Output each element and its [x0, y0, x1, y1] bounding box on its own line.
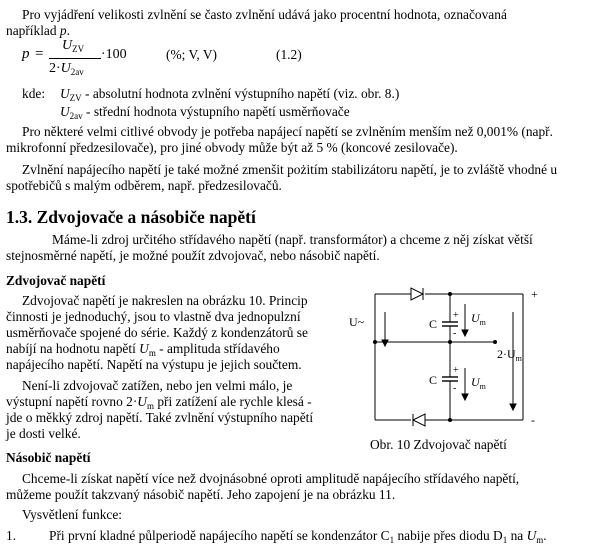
- fraction-bar: [49, 58, 101, 59]
- label-u-in: U~: [349, 315, 365, 329]
- intro-line-1: Pro vyjádření velikosti zvlnění se často zvlnění udává jako procentní hodnota, označovaná: [22, 7, 507, 22]
- capacitor-top: [442, 322, 458, 326]
- diode-bottom: [413, 414, 425, 426]
- intro-line-2: například p.: [6, 23, 70, 38]
- sensitive-line-1: Pro některé velmi citlivé obvody je potřeba napájecí napětí se zvlněním menším než 0,001% (např.: [22, 124, 553, 139]
- diode-top: [411, 288, 423, 300]
- section-line-2: stejnosměrné napětí, je možné použít zdvojovač, nebo násobič napětí.: [6, 248, 380, 263]
- capacitor-bottom: [442, 377, 458, 381]
- doubler-p2-line-2: výstupní napětí rovno $2\cdot U_m$ při zatížení ale rychle klesá -: [6, 394, 312, 411]
- arrow-u-in: [382, 312, 388, 346]
- section-heading: 1.3. Zdvojovače a násobiče napětí: [6, 207, 256, 227]
- label-output: $2\cdot U_m$: [497, 347, 522, 363]
- label-c-bottom: C: [429, 373, 438, 387]
- label-um-top: $U_m$: [471, 311, 486, 327]
- arrow-um-bottom: [462, 368, 468, 400]
- stabilizer-line-1: Zvlnění napájecího napětí je také možné zmenšit pożitím stabilizátoru napětí, je to zvláště vhodné u: [22, 162, 558, 177]
- arrow-um-top: [462, 304, 468, 336]
- svg-text:+: +: [453, 310, 459, 321]
- svg-text:+: +: [453, 365, 459, 376]
- figure-caption: Obr. 10 Zdvojovač napětí: [370, 437, 507, 452]
- multiplier-heading: Násobič napětí: [6, 450, 91, 465]
- where-item-uzv: $U_{ZV}$ - absolutní hodnota zvlnění výstupního napětí (viz. obr. 8.): [60, 86, 400, 103]
- document-page: Pro vyjádření velikosti zvlnění se často zvlnění udává jako procentní hodnota, označovaná například p. p = $U_{ZV}$ $2\cdot U_{2av}$ ·100 (%; V, V) (1.2) kde: $U_{ZV}$ - absolutní hodnota zvlnění výstupního napětí (viz. obr. 8.) $U_{2av}$ - střední hodnota výstupního napětí usměrňovače Pro některé velmi citlivé obvody je potřeba napájecí napětí se zvlněním menším než 0,001% (např. mikrofonní předzesilovače), pro jiné obvody může být až 5 % (koncové zesilovače). Zvlnění napájecího napětí je také možné zmenšit pożitím stabilizátoru napětí, je to zvláště vhodné u spotřebičů s malým odběrem, např. předzesilovačů. 1.3. Zdvojovače a násobiče napětí Máme-li zdroj určitého střídavého napětí (např. transformátor) a chceme z něj získat větší stejnosměrné napětí, je možné použít zdvojovač, nebo násobič napětí. Zdvojovač napětí Zdvojovač napětí je nakreslen na obrázku 10. Princip činnosti je jednoduchý, jsou to vlastně dva jednopulzní usměrňovače spojené do série. Každý z kondenzátorů se nabíjí na hodnotu napětí $U_m$ - amplituda střídavého napájecího napětí. Napětí na výstupu je jejich součtem. Není-li zdvojovač zatížen, nebo jen velmi málo, je výstupní napětí rovno $2\cdot U_m$ při zatížení ale rychle klesá - jde o měkký zdroj napětí. Také zvlnění výstupního napětí je dosti velké. + - U~ C C + - + - $U_m$ $U_m$ $2\cdot U_m$ Obr. 10 Zdvojovač napětí Násobič napětí Chceme-li získat napětí více než dvojnásobné oproti amplitudě napájecího střídavého napětí, můžeme použít takzvaný násobič napětí. Jeho zapojení je na obrázku 11. Vysvětlení funkce: 1. Při první kladné půlperiodě napájecího napětí se kondenzátor $C_1$ nabije přes diodu $D_1$ na $U_m$.: [6, 7, 558, 545]
- sensitive-line-2: mikrofonní předzesilovače), pro jiné obvody může být až 5 % (koncové zesilovače).: [6, 140, 458, 155]
- svg-text:-: -: [453, 383, 457, 394]
- formula-denominator: $2\cdot U_{2av}$: [49, 61, 84, 77]
- label-c-top: C: [429, 317, 438, 331]
- section-line-1: Máme-li zdroj určitého střídavého napětí (např. transformátor) a chceme z něj získat větší: [52, 232, 533, 247]
- voltage-doubler-circuit: [345, 282, 545, 430]
- where-item-u2av: $U_{2av}$ - střední hodnota výstupního napětí usměrňovače: [60, 104, 350, 121]
- formula-numerator: $U_{ZV}$: [62, 38, 85, 54]
- svg-text:-: -: [453, 328, 457, 339]
- terminal-minus: -: [531, 413, 535, 427]
- doubler-p1-line-4: nabíjí na hodnotu napětí $U_m$ - amplituda střídavého: [6, 341, 280, 358]
- multiplier-item-1: Při první kladné půlperiodě napájecího napětí se kondenzátor $C_1$ nabije přes diodu $D_1$ na $U_m$.: [49, 528, 547, 545]
- terminal-plus: +: [531, 287, 538, 301]
- stabilizer-line-2: spotřebičů s malým odběrem, např. předzesilovačů.: [6, 178, 282, 193]
- label-um-bottom: $U_m$: [471, 375, 486, 391]
- doubler-heading: Zdvojovač napětí: [6, 273, 106, 288]
